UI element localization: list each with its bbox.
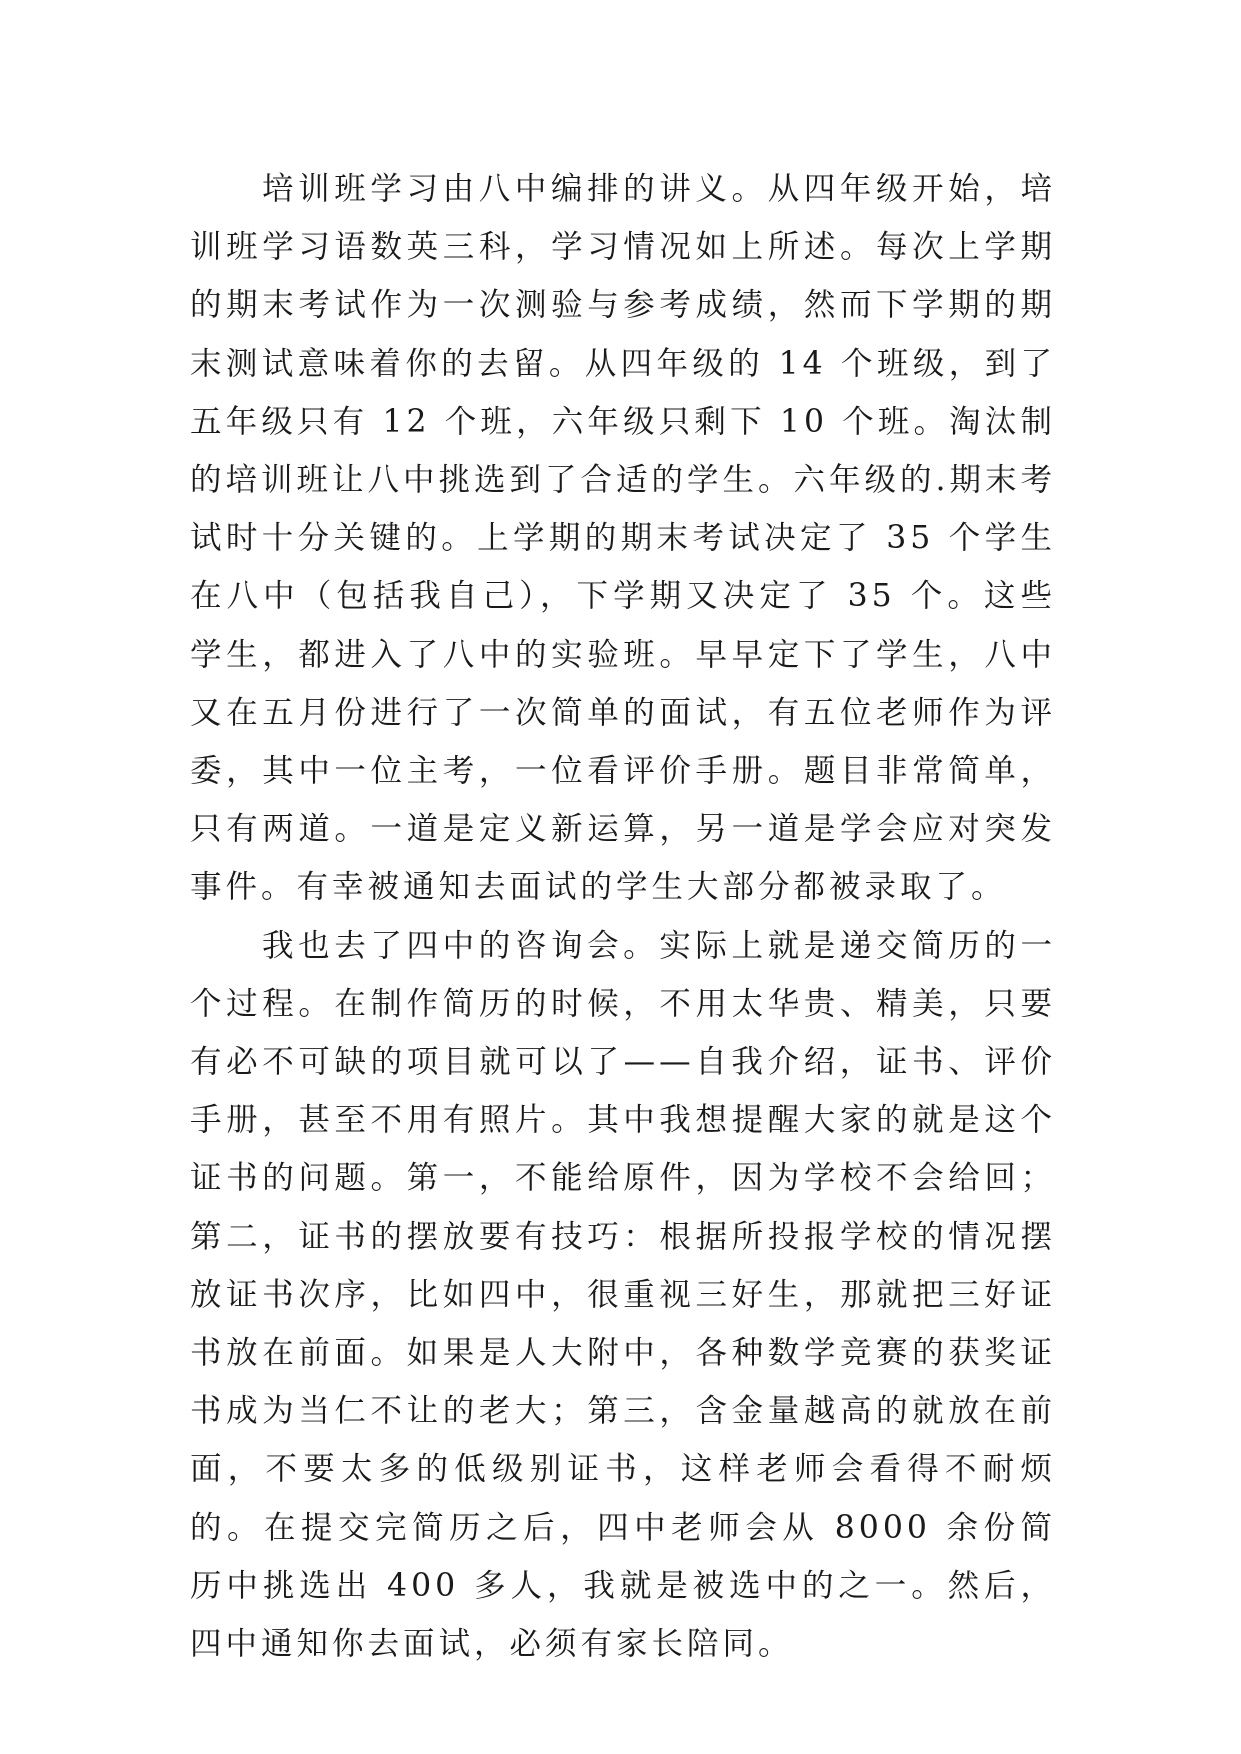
paragraph-school-consultation: 我也去了四中的咨询会。实际上就是递交简历的一个过程。在制作简历的时候，不用太华贵、精美，只要有必不可缺的项目就可以了——自我介绍，证书、评价手册，甚至不用有照片。其中我想提醒大家的就是这个证书的问题。第一，不能给原件，因为学校不会给回；第二，证书的摆放要有技巧：根据所投报学校的情况摆放证书次序，比如四中，很重视三好生，那就把三好证书放在前面。如果是人大附中，各种数学竞赛的获奖证书成为当仁不让的老大；第三，含金量越高的就放在前面，不要太多的低级别证书，这样老师会看得不耐烦的。在提交完简历之后，四中老师会从 8000 余份简历中挑选出 400 多人，我就是被选中的之一。然后，四中通知你去面试，必须有家长陪同。 <box>190 927 1056 1663</box>
document-body <box>190 160 1056 1673</box>
paragraph-training-class: 培训班学习由八中编排的讲义。从四年级开始，培训班学习语数英三科，学习情况如上所述。每次上学期的期末考试作为一次测验与参考成绩，然而下学期的期末测试意味着你的去留。从四年级的 14 个班级，到了五年级只有 12 个班，六年级只剩下 10 个班。淘汰制的培训班让八中挑选到了合适的学生。六年级的.期末考试时十分关键的。上学期的期末考试决定了 35 个学生在八中（包括我自己），下学期又决定了 35 个。这些学生，都进入了八中的实验班。早早定下了学生，八中又在五月份进行了一次简单的面试，有五位老师作为评委，其中一位主考，一位看评价手册。题目非常简单，只有两道。一道是定义新运算，另一道是学会应对突发事件。有幸被通知去面试的学生大部分都被录取了。 <box>190 171 1057 906</box>
